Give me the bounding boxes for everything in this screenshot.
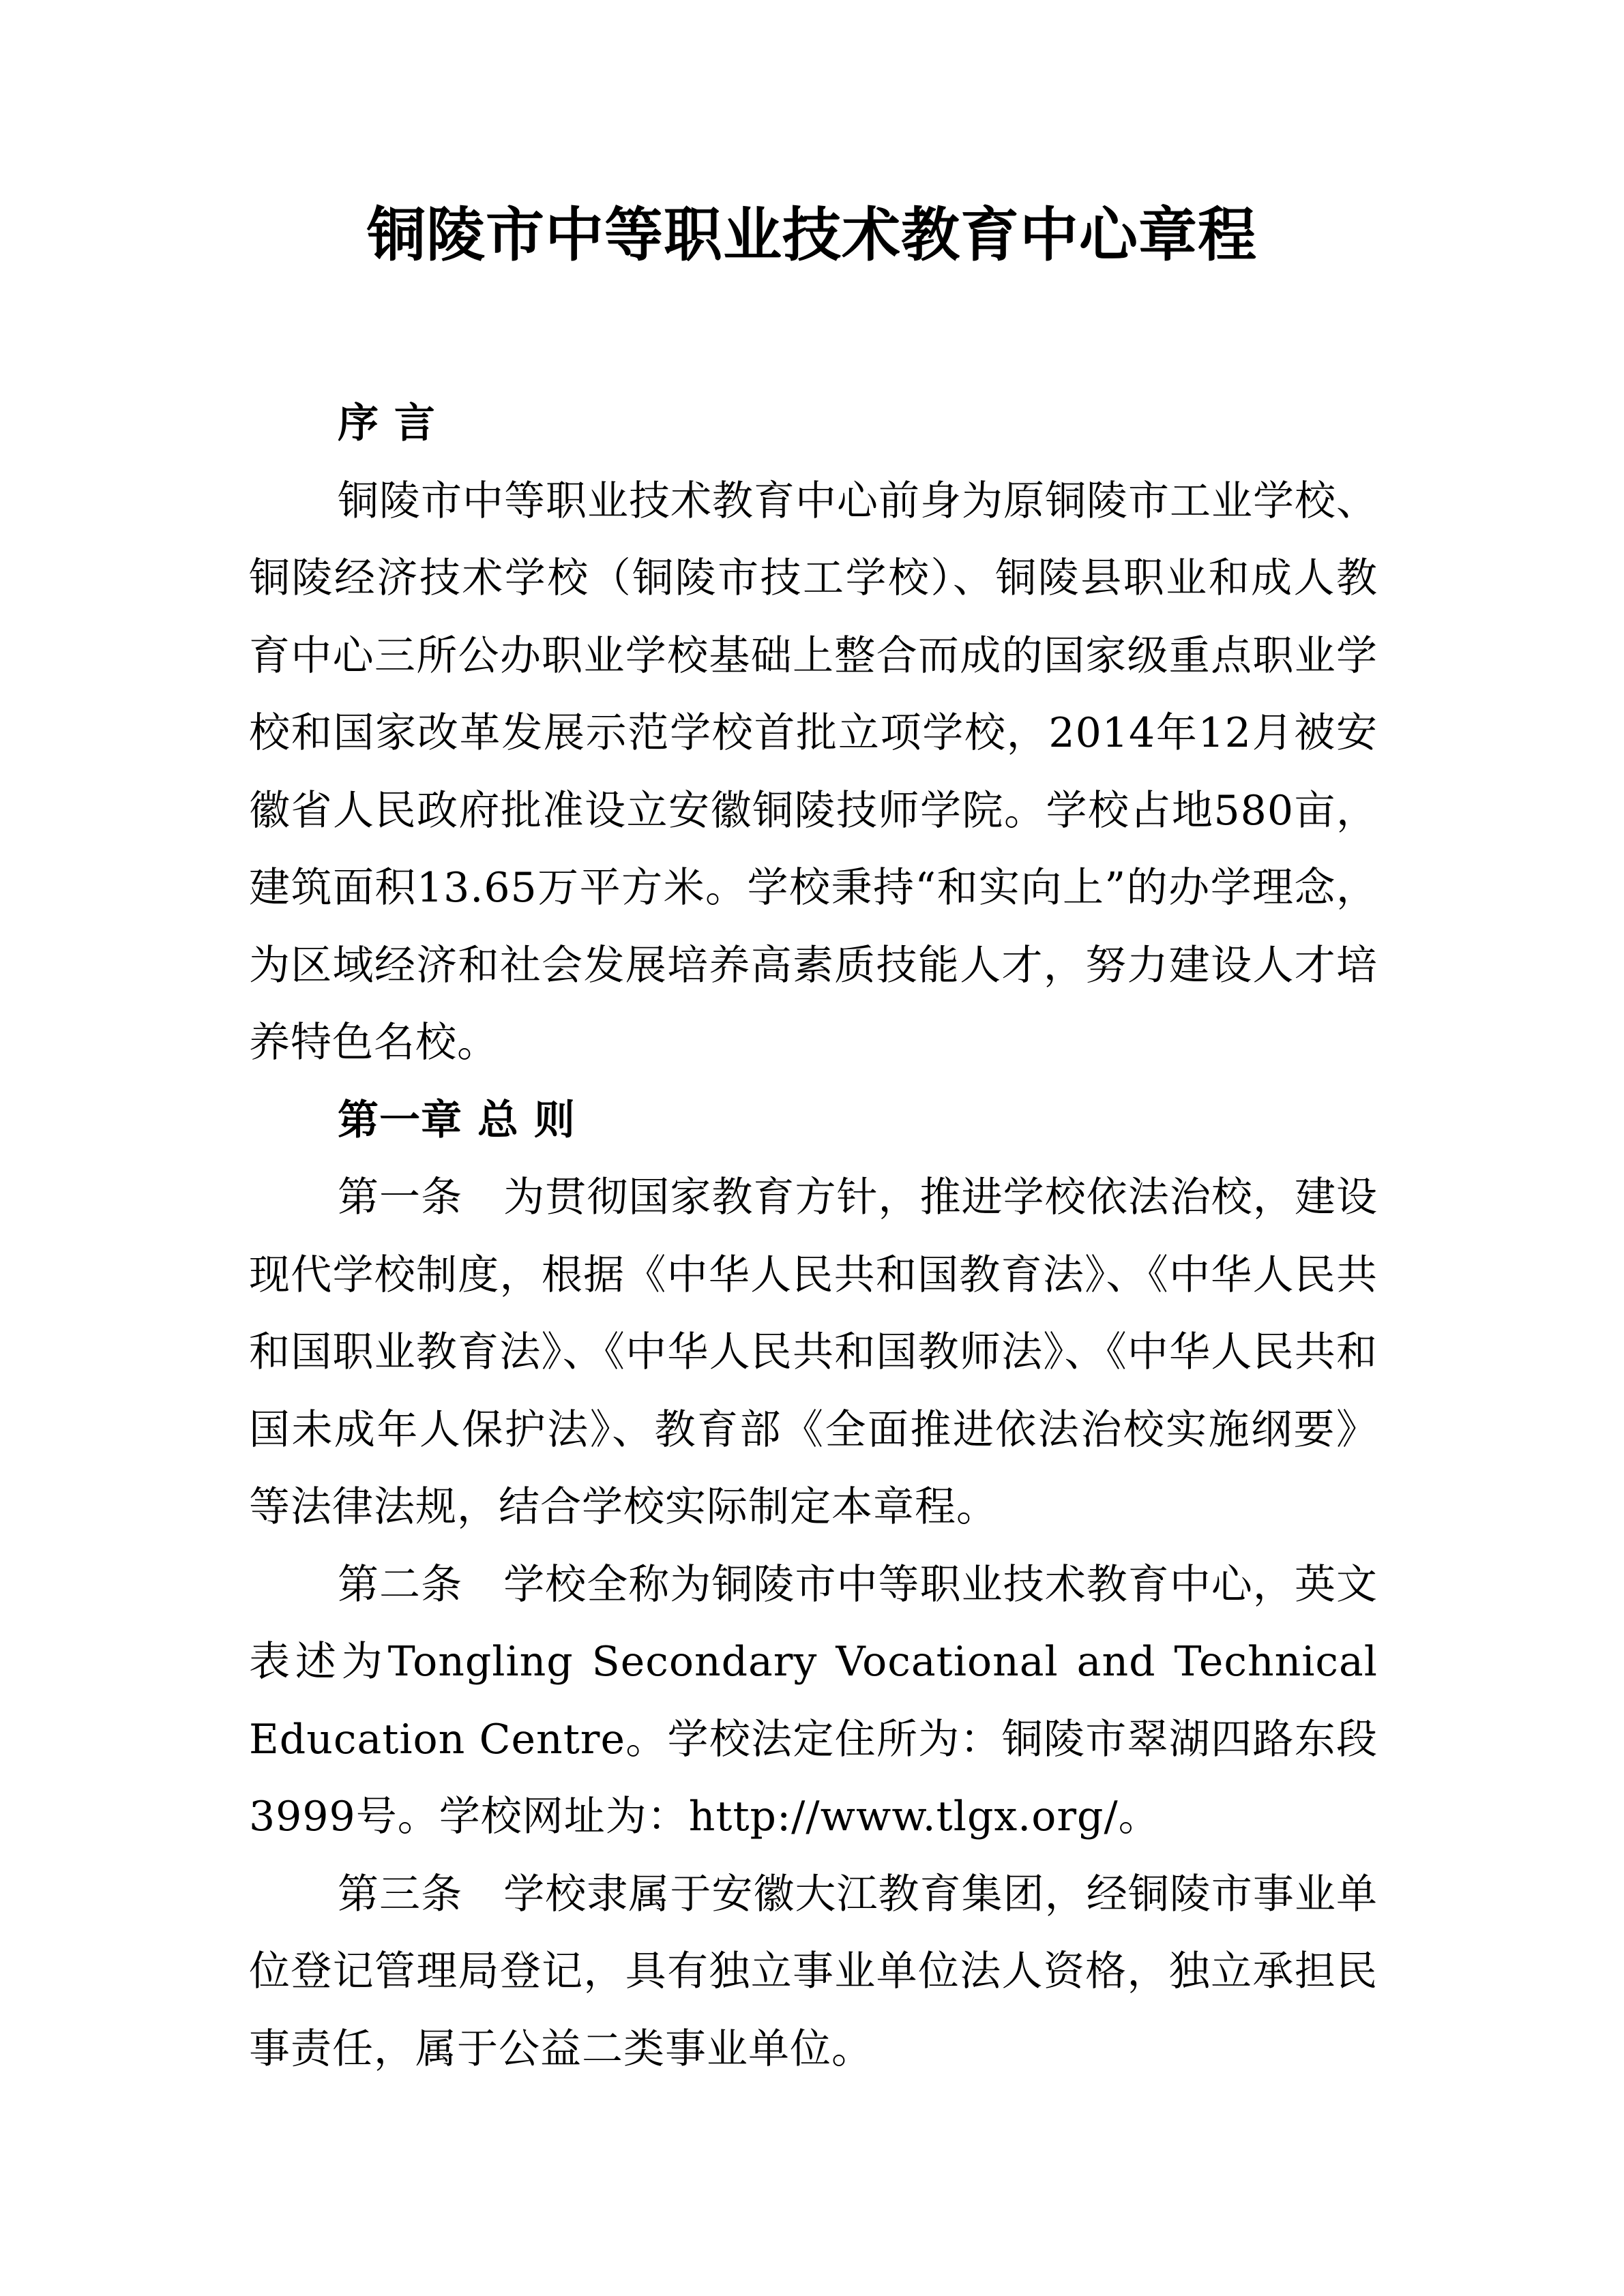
preface-paragraph: 铜陵市中等职业技术教育中心前身为原铜陵市工业学校、铜陵经济技术学校（铜陵市技工学校）、铜陵县职业和成人教育中心三所公办职业学校基础上整合而成的国家级重点职业学校和国家改革发展示范学校首批立项学校，2014年12月被安徽省人民政府批准设立安徽铜陵技师学院。学校占地580亩，建筑面积13.65万平方米。学校秉持“和实向上”的办学理念，为区域经济和社会发展培养高素质技能人才，努力建设人才培养特色名校。 — [249, 477, 1378, 1067]
article-3-text: 学校隶属于安徽大江教育集团，经铜陵市事业单位登记管理局登记，具有独立事业单位法人资格，独立承担民事责任，属于公益二类事业单位。 — [249, 1870, 1378, 2073]
chapter-1-heading: 第一章 总 则 — [338, 1096, 576, 1144]
article-2-text: 学校全称为铜陵市中等职业技术教育中心，英文表述为Tongling Secondary Vocational and Technical Education Centre。学校法定住所为：铜陵市翠湖四路东段3999号。学校网址为：http://www.tlgx.org/。 — [249, 1560, 1378, 1840]
article-2 — [249, 1547, 1378, 1856]
document-title: 铜陵市中等职业技术教育中心章程 — [367, 201, 1257, 269]
article-3 — [249, 1856, 1378, 2089]
article-3-label: 第三条 — [338, 1870, 463, 1918]
article-1 — [249, 1159, 1378, 1547]
preface-heading: 序 言 — [338, 400, 436, 447]
article-1-text: 为贯彻国家教育方针，推进学校依法治校，建设现代学校制度，根据《中华人民共和国教育法》、《中华人民共和国职业教育法》、《中华人民共和国教师法》、《中华人民共和国未成年人保护法》、教育部《全面推进依法治校实施纲要》等法律法规，结合学校实际制定本章程。 — [249, 1174, 1378, 1531]
article-2-label: 第二条 — [338, 1560, 463, 1609]
article-1-label: 第一条 — [338, 1174, 463, 1221]
document-body — [249, 385, 1378, 2088]
